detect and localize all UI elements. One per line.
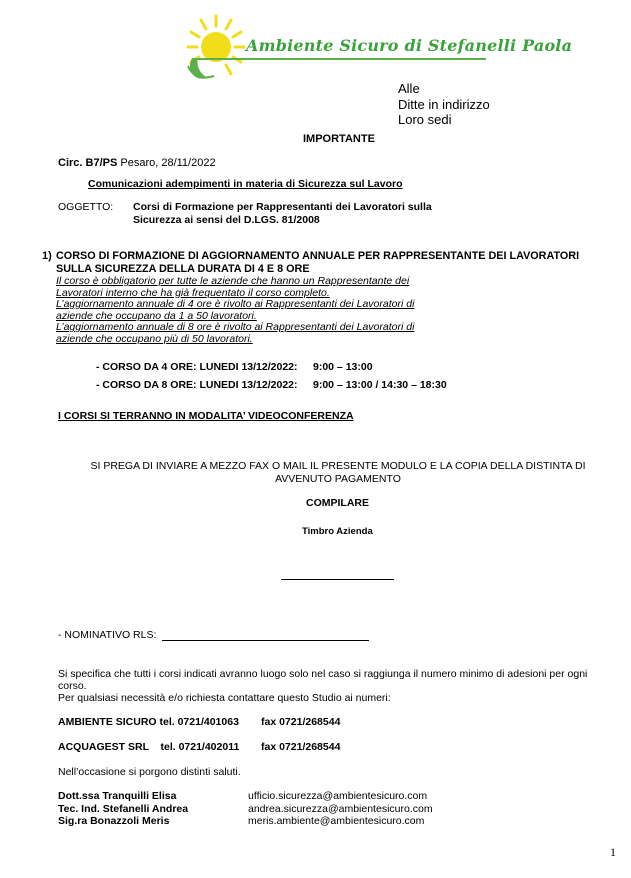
- stamp-signature-line: [281, 579, 394, 580]
- addressee-line: Loro sedi: [398, 112, 452, 127]
- course-note-line: L’aggiornamento annuale di 8 ore è rivolto ai Rappresentanti dei Lavoratori di: [56, 321, 415, 334]
- header-divider: [198, 58, 486, 60]
- place-date: Pesaro, 28/11/2022: [117, 157, 216, 169]
- oggetto-line: Sicurezza ai sensi del D.LGS. 81/2008: [133, 214, 320, 226]
- session-8h-label: - CORSO DA 8 ORE: LUNEDI 13/12/2022:: [96, 379, 298, 391]
- contact-ambiente-sicuro-fax: fax 0721/268544: [261, 716, 341, 728]
- course-note-line: Il corso è obbligatorio per tutte le aziende che hanno un Rappresentante dei: [56, 275, 410, 287]
- course-title: [56, 250, 579, 276]
- nominativo-input-line[interactable]: [162, 640, 369, 641]
- signature-name: Dott.ssa Tranquilli Elisa: [58, 790, 177, 802]
- signature-names: [58, 790, 188, 828]
- nominativo-label: - NOMINATIVO RLS:: [58, 629, 157, 641]
- communications-heading: Comunicazioni adempimenti in materia di Sicurezza sul Lavoro: [88, 178, 403, 190]
- signature-email[interactable]: andrea.sicurezza@ambientesicuro.com: [248, 802, 433, 815]
- session-4h-time: 9:00 – 13:00: [313, 361, 373, 373]
- session-8h-time: 9:00 – 13:00 / 14:30 – 18:30: [313, 379, 447, 391]
- signature-emails: [248, 790, 433, 828]
- circular-label: Circ. B7/PS: [58, 157, 118, 169]
- circular-ref: [58, 157, 216, 169]
- timbro-label: Timbro Azienda: [302, 526, 373, 537]
- signature-name: Tec. Ind. Stefanelli Andrea: [58, 802, 189, 815]
- contact-ambiente-sicuro: AMBIENTE SICURO tel. 0721/401063: [58, 716, 239, 728]
- oggetto-line: Corsi di Formazione per Rappresentanti dei Lavoratori sulla: [133, 201, 432, 213]
- oggetto-label: OGGETTO:: [58, 201, 114, 213]
- course-title-line: SULLA SICUREZZA DELLA DURATA DI 4 E 8 ORE: [56, 263, 310, 275]
- request-line: SI PREGA DI INVIARE A MEZZO FAX O MAIL IL PRESENTE MODULO E LA COPIA DELLA DISTINTA DI: [90, 460, 586, 472]
- signature-email[interactable]: meris.ambiente@ambientesicuro.com: [248, 815, 425, 827]
- request-line: AVVENUTO PAGAMENTO: [275, 472, 401, 485]
- request-text: [0, 460, 631, 485]
- specifica-line: corso.: [58, 680, 87, 692]
- logo-text: Ambiente Sicuro di Stefanelli Paola: [246, 36, 573, 55]
- important-heading: IMPORTANTE: [303, 133, 375, 145]
- specifica-text: [58, 668, 587, 704]
- compilare-heading: COMPILARE: [306, 497, 369, 509]
- course-note-line: aziende che occupano più di 50 lavoratori.: [56, 332, 253, 345]
- course-note-line: L’aggiornamento annuale di 4 ore è rivolto ai Rappresentanti dei Lavoratori di: [56, 298, 415, 311]
- addressee-line: Alle: [398, 81, 420, 96]
- contact-acquagest-fax: fax 0721/268544: [261, 741, 341, 753]
- session-4h-label: - CORSO DA 4 ORE: LUNEDI 13/12/2022:: [96, 361, 298, 373]
- saluti-text: Nell’occasione si porgono distinti saluti.: [58, 766, 241, 778]
- contact-acquagest: ACQUAGEST SRL tel. 0721/402011: [58, 741, 240, 753]
- signature-email[interactable]: ufficio.sicurezza@ambientesicuro.com: [248, 790, 428, 802]
- addressee-block: [398, 81, 490, 128]
- course-number: 1): [42, 250, 52, 262]
- course-note-line: Lavoratori interno che ha già frequentato il corso completo.: [56, 286, 330, 299]
- mode-heading: I CORSI SI TERRANNO IN MODALITA’ VIDEOCONFERENZA: [58, 410, 354, 422]
- signature-name: Sig.ra Bonazzoli Meris: [58, 815, 170, 827]
- logo: [178, 14, 573, 84]
- addressee-line: Ditte in indirizzo: [398, 96, 490, 112]
- course-title-line: CORSO DI FORMAZIONE DI AGGIORNAMENTO ANNUALE PER RAPPRESENTANTE DEI LAVORATORI: [56, 250, 580, 262]
- course-notes: [56, 276, 414, 346]
- oggetto-text: [133, 201, 432, 227]
- specifica-line: Per qualsiasi necessità e/o richiesta contattare questo Studio ai numeri:: [58, 692, 391, 704]
- specifica-line: Si specifica che tutti i corsi indicati avranno luogo solo nel caso si raggiunga il numero minimo di adesioni per ogni: [58, 668, 588, 680]
- course-note-line: aziende che occupano da 1 a 50 lavoratori.: [56, 309, 257, 322]
- page-number: 1: [610, 845, 616, 859]
